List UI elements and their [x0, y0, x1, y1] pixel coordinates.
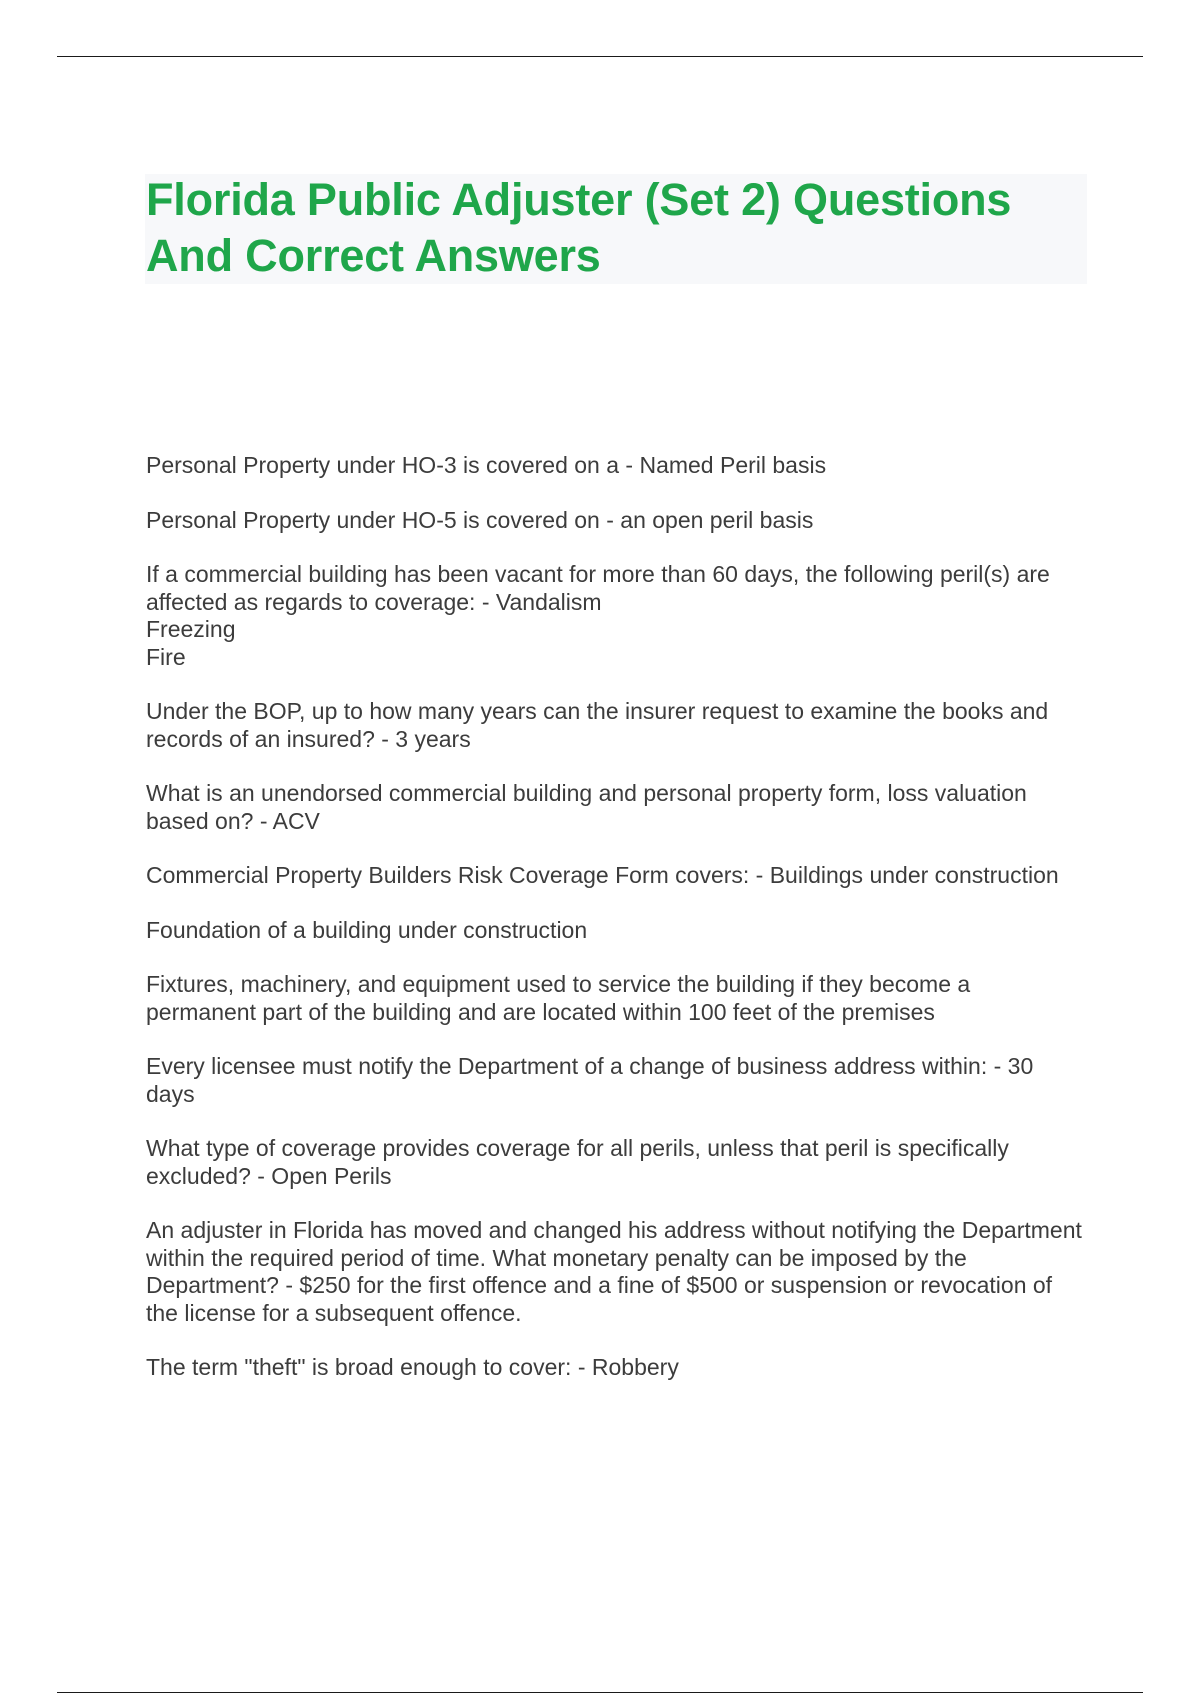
page-bottom-rule [57, 1692, 1143, 1693]
qa-item: What type of coverage provides coverage for all perils, unless that peril is specifically excluded? - Open Perils [146, 1135, 1009, 1189]
qa-item: Personal Property under HO-3 is covered on a - Named Peril basis [146, 452, 827, 478]
qa-item: Under the BOP, up to how many years can the insurer request to examine the books and records of an insured? - 3 years [146, 698, 1049, 752]
qa-item: The term "theft" is broad enough to cover: - Robbery [146, 1354, 679, 1380]
qa-item: Every licensee must notify the Department of a change of business address within: - 30 days [146, 1053, 1034, 1107]
qa-item: What is an unendorsed commercial building and personal property form, loss valuation based on? - ACV [146, 780, 1027, 834]
document-title: Florida Public Adjuster (Set 2) Questions And Correct Answers [146, 174, 1012, 281]
qa-item: Fixtures, machinery, and equipment used to service the building if they become a permanent part of the building and are located within 100 feet of the premises [146, 971, 971, 1025]
qa-item: Commercial Property Builders Risk Coverage Form covers: - Buildings under construction [146, 862, 1059, 888]
qa-item: If a commercial building has been vacant for more than 60 days, the following peril(s) are affected as regards to coverage: - Vandalism Freezing Fire [146, 561, 1050, 670]
question-answer-list [146, 452, 1086, 1409]
qa-item: An adjuster in Florida has moved and changed his address without notifying the Department within the required period of time. What monetary penalty can be imposed by the Department? - $250 for the first offence and a fine of $500 or suspension or revocation of the license for a subsequent offence. [146, 1217, 1082, 1326]
page-top-rule [57, 56, 1143, 57]
qa-item: Foundation of a building under construction [146, 916, 588, 943]
qa-item: Personal Property under HO-5 is covered on - an open peril basis [146, 506, 814, 533]
